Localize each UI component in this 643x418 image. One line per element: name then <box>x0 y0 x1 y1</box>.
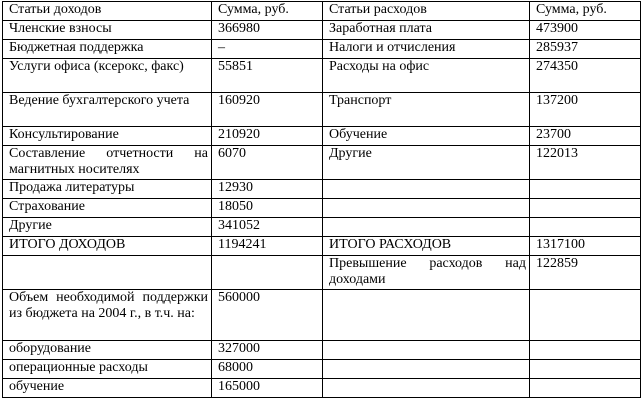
expense-item <box>323 180 530 199</box>
expense-sum <box>530 379 641 398</box>
totals-row <box>3 237 641 256</box>
budget-support-row <box>3 290 641 341</box>
income-sum <box>212 256 323 290</box>
header-income-items: Статьи доходов <box>3 2 212 21</box>
income-sum: 6070 <box>212 146 323 180</box>
table-row <box>3 379 641 398</box>
table-row <box>3 199 641 218</box>
expense-sum <box>530 341 641 360</box>
expense-sum <box>530 218 641 237</box>
expense-total-sum: 1317100 <box>530 237 641 256</box>
table-row <box>3 40 641 59</box>
expense-item: Транспорт <box>323 93 530 127</box>
expense-sum <box>530 199 641 218</box>
deficit-sum: 122859 <box>530 256 641 290</box>
table-row <box>3 59 641 93</box>
income-item: Услуги офиса (ксерокс, факс) <box>3 59 212 93</box>
income-sum: 366980 <box>212 21 323 40</box>
expense-item <box>323 341 530 360</box>
expense-item: Налоги и отчисления <box>323 40 530 59</box>
income-sum: 165000 <box>212 379 323 398</box>
income-sum: 55851 <box>212 59 323 93</box>
header-expense-sum: Сумма, руб. <box>530 2 641 21</box>
income-total-label: ИТОГО ДОХОДОВ <box>3 237 212 256</box>
expense-item: Заработная плата <box>323 21 530 40</box>
budget-support-label: Объем необходимой поддержки из бюджета на 2004 г., в т.ч. на: <box>3 290 212 341</box>
expense-item <box>323 360 530 379</box>
expense-sum: 23700 <box>530 127 641 146</box>
expense-sum <box>530 180 641 199</box>
income-sum: 18050 <box>212 199 323 218</box>
table-row <box>3 146 641 180</box>
table-row <box>3 127 641 146</box>
budget-support-sum: 560000 <box>212 290 323 341</box>
income-item: Членские взносы <box>3 21 212 40</box>
expense-item: Другие <box>323 146 530 180</box>
table-row <box>3 180 641 199</box>
header-row <box>3 2 641 21</box>
income-item: операционные расходы <box>3 360 212 379</box>
expense-sum <box>530 360 641 379</box>
expense-item <box>323 379 530 398</box>
income-item: Страхование <box>3 199 212 218</box>
expense-item <box>323 290 530 341</box>
income-sum: 327000 <box>212 341 323 360</box>
table-row <box>3 360 641 379</box>
expense-sum: 137200 <box>530 93 641 127</box>
table-row <box>3 218 641 237</box>
income-item: оборудование <box>3 341 212 360</box>
header-income-sum: Сумма, руб. <box>212 2 323 21</box>
expense-sum <box>530 290 641 341</box>
income-item: Составление отчетности на магнитных носителях <box>3 146 212 180</box>
budget-table <box>2 1 641 398</box>
expense-item: Расходы на офис <box>323 59 530 93</box>
expense-item: Обучение <box>323 127 530 146</box>
expense-sum: 473900 <box>530 21 641 40</box>
income-sum: 341052 <box>212 218 323 237</box>
income-sum: – <box>212 40 323 59</box>
deficit-label: Превышение расходов над доходами <box>323 256 530 290</box>
expense-item <box>323 218 530 237</box>
header-expense-items: Статьи расходов <box>323 2 530 21</box>
expense-sum: 285937 <box>530 40 641 59</box>
income-item: Ведение бухгалтерского учета <box>3 93 212 127</box>
table-row <box>3 93 641 127</box>
table-row <box>3 341 641 360</box>
deficit-row <box>3 256 641 290</box>
income-item: Бюджетная поддержка <box>3 40 212 59</box>
expense-item <box>323 199 530 218</box>
income-item: Продажа литературы <box>3 180 212 199</box>
expense-sum: 122013 <box>530 146 641 180</box>
income-sum: 160920 <box>212 93 323 127</box>
expense-sum: 274350 <box>530 59 641 93</box>
table-row <box>3 21 641 40</box>
income-sum: 12930 <box>212 180 323 199</box>
income-sum: 68000 <box>212 360 323 379</box>
income-item: Другие <box>3 218 212 237</box>
income-total-sum: 1194241 <box>212 237 323 256</box>
income-sum: 210920 <box>212 127 323 146</box>
expense-total-label: ИТОГО РАСХОДОВ <box>323 237 530 256</box>
income-item: Консультирование <box>3 127 212 146</box>
income-item: обучение <box>3 379 212 398</box>
income-item <box>3 256 212 290</box>
